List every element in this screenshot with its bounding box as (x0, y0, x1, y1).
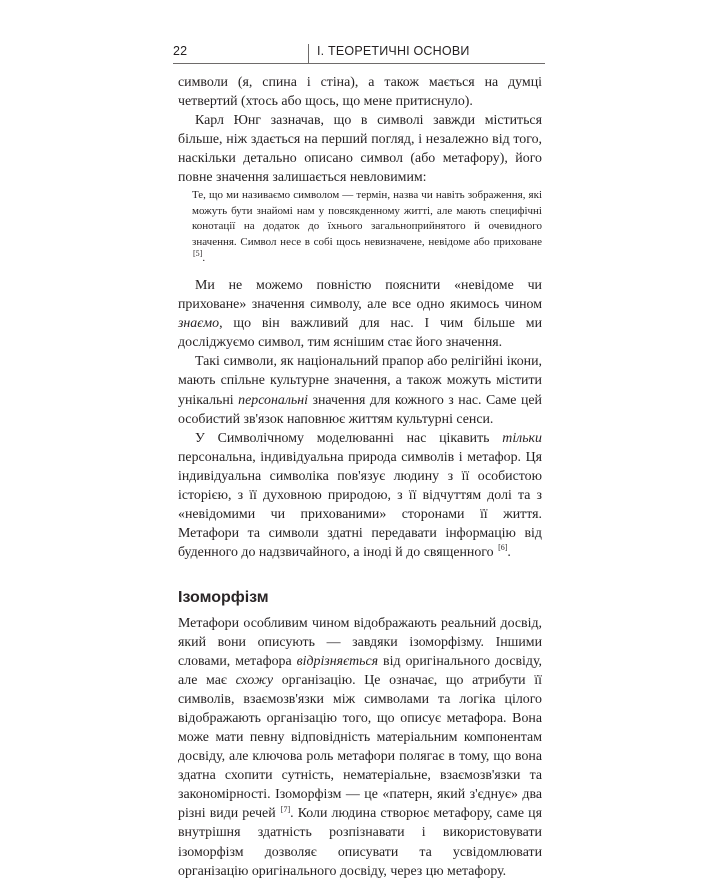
quote-text: Те, що ми називаємо символом — термін, назва чи навіть зображення, які можуть бути знайомі нам у повсякденному житті, але мають специфічні конотації на додаток до їхнього загальноприйнятого й очевидного значення. Символ несе в собі щось невизначене, невідоме або приховане (192, 189, 542, 249)
page-number: 22 (173, 44, 188, 58)
paragraph-text: Ми не можемо повністю пояснити «невідоме чи приховане» значення символу, але все одно якимось чином (178, 278, 542, 313)
paragraph-text: Такі символи, як національний прапор або релігійні ікони, мають спільне культурне значення, а також можуть містити унікальні (178, 354, 542, 408)
emphasis-text: схожу (235, 673, 274, 689)
paragraph-text: організацію. Це означає, що атрибути її символів, взаємозв'язки між символами та логіка цілого відображають організацію того, що описує метафора. Вона може мати певну відповідність матеріальним компонентам досвіду, але ключова роль метафори полягає в тому, що вона здатна схопити сутність, нематеріальне, взаємозв'язки та закономірності. Ізоморфізм — це «патерн, який з'єднує» два різні види речей (178, 673, 542, 822)
page-body (178, 73, 542, 881)
paragraph-continuation: символи (я, спина і стіна), а також мається на думці четвертий (хтось або щось, що мене притиснуло). (178, 75, 542, 110)
paragraph-jung: Карл Юнг зазначав, що в символі завжди міститься більше, ніж здається на перший погляд, і незалежно від того, наскільки детально описано символ (або метафору), його повне значення залишається невловимим: (178, 113, 542, 186)
running-head (173, 44, 545, 64)
paragraph-text: значення для кожного з нас. Саме цей особистий зв'язок наповнює життям культурні сенси. (178, 392, 542, 427)
emphasis-text: персональні (238, 392, 308, 408)
paragraph-text: , що він важливий для нас. І чим більше ми досліджуємо символ, тим яснішим стає його значення. (178, 316, 542, 351)
paragraph-text: Метафори особливим чином відображають реальний досвід, який вони описують — завдяки ізоморфізму. Іншими словами, метафора (178, 615, 542, 670)
quote-end: . (202, 251, 206, 264)
section-title: І. ТЕОРЕТИЧНІ ОСНОВИ (317, 44, 470, 58)
paragraph-symbols (178, 352, 542, 428)
footnote-ref-5: [5] (193, 249, 203, 258)
paragraph-text: . (507, 544, 511, 560)
paragraph-text: У Символічному моделюванні нас цікавить (195, 430, 503, 446)
footnote-ref-7: [7] (280, 804, 291, 814)
block-quote (178, 188, 542, 266)
emphasis-text: відрізняється (296, 654, 379, 670)
paragraph-text: персональна, індивідуальна природа символів і метафор. Ця індивідуальна символіка пов'язує людину з її особистою історією, з її духовною природою, з її відчуттям долі та з «невідомими чи прихованими» сторонами її життя. Метафори та символи здатні передавати інформацію від буденного до надзвичайного, а іноді й до священного (178, 449, 542, 560)
paragraph-unknown (178, 276, 542, 352)
paragraph-text: . Коли людина створює метафору, саме ця внутрішня здатність розпізнавати і використовувати ізоморфізм дозволяє описувати та усвідомлювати організацію оригінального досвіду, через цю метафору. (178, 806, 543, 879)
paragraph-symbolic-modeling (178, 429, 542, 562)
section-heading: Ізоморфізм (178, 588, 269, 606)
emphasis-text: знаємо (178, 316, 220, 332)
header-divider (308, 44, 309, 63)
paragraph-text: від оригінального досвіду, але має (178, 654, 542, 689)
footnote-ref-6: [6] (498, 543, 508, 553)
emphasis-text: тільки (502, 430, 542, 446)
paragraph-isomorphism (178, 614, 542, 881)
